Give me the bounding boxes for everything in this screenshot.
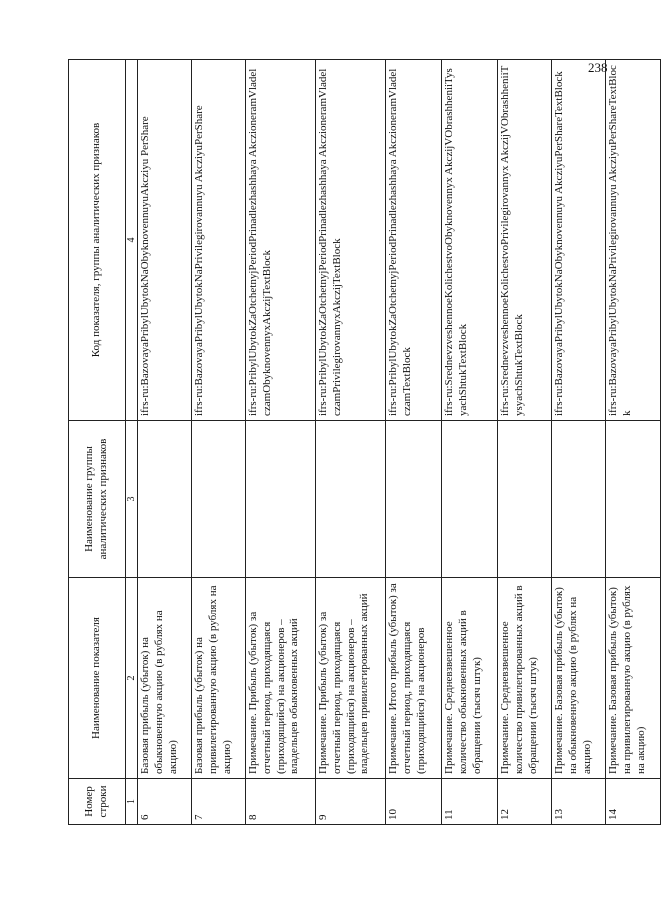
table-row bbox=[498, 60, 552, 825]
indicator-name: Примечание. Прибыль (убыток) за отчетный период, приходящаяся (приходящийся) на акционеров – владельцев обыкновенных акций bbox=[246, 578, 316, 779]
group-name bbox=[442, 421, 498, 578]
indicator-name: Примечание. Базовая прибыль (убыток) на привилегированную акцию (в рублях на акцию) bbox=[606, 578, 661, 779]
table-row bbox=[442, 60, 498, 825]
table-row bbox=[386, 60, 442, 825]
row-number: 10 bbox=[386, 779, 442, 825]
column-number: 4 bbox=[126, 60, 138, 421]
header-code: Код показателя, группы аналитических признаков bbox=[69, 60, 126, 421]
header-group-name: Наименование группы аналитических признаков bbox=[69, 421, 126, 578]
row-number: 12 bbox=[498, 779, 552, 825]
group-name bbox=[386, 421, 442, 578]
row-number: 9 bbox=[316, 779, 386, 825]
table-row bbox=[246, 60, 316, 825]
table-row bbox=[192, 60, 246, 825]
indicator-name: Примечание. Базовая прибыль (убыток) на обыкновенную акцию (в рублях на акцию) bbox=[552, 578, 606, 779]
indicator-table bbox=[68, 59, 661, 825]
indicator-code: ifrs-ru:BazovayaPribylUbytokNaObyknovennuyuAkcziyu PerShare bbox=[138, 60, 192, 421]
table-row bbox=[316, 60, 386, 825]
indicator-code: ifrs-ru:BazovayaPribylUbytokNaPrivilegirovannuyu AkcziyuPerShare bbox=[192, 60, 246, 421]
indicator-code: ifrs-ru:SrednevzveshennoeKolichestvoPrivilegirovannyx AkczijVObrashheniiTysyachShtukTextBlock bbox=[498, 60, 552, 421]
header-row-number: Номер строки bbox=[69, 779, 126, 825]
header-indicator-name: Наименование показателя bbox=[69, 578, 126, 779]
page-number: 238 bbox=[588, 60, 608, 75]
indicator-code: ifrs-ru:PribylUbytokZaOtchetnyjPeriodPrinadlezhashhaya AkczioneramVladelczamPrivilegirovannyxAkczijTextBlock bbox=[316, 60, 386, 421]
indicator-name: Примечание. Средневзвешенное количество привилегированных акций в обращении (тысяч штук) bbox=[498, 578, 552, 779]
indicator-name: Базовая прибыль (убыток) на привилегированную акцию (в рублях на акцию) bbox=[192, 578, 246, 779]
table-row bbox=[606, 60, 661, 825]
row-number: 11 bbox=[442, 779, 498, 825]
indicator-name: Базовая прибыль (убыток) на обыкновенную акцию (в рублях на акцию) bbox=[138, 578, 192, 779]
table-row bbox=[552, 60, 606, 825]
group-name bbox=[192, 421, 246, 578]
indicator-code: ifrs-ru:PribylUbytokZaOtchetnyjPeriodPrinadlezhashhaya AkczioneramVladelczamTextBlock bbox=[386, 60, 442, 421]
indicator-name: Примечание. Средневзвешенное количество обыкновенных акций в обращении (тысяч штук) bbox=[442, 578, 498, 779]
group-name bbox=[316, 421, 386, 578]
column-number: 2 bbox=[126, 578, 138, 779]
group-name bbox=[606, 421, 661, 578]
indicator-code: ifrs-ru:PribylUbytokZaOtchetnyjPeriodPrinadlezhashhaya AkczioneramVladelczamObyknovennyxAkczijTextBlock bbox=[246, 60, 316, 421]
row-number: 7 bbox=[192, 779, 246, 825]
column-number: 3 bbox=[126, 421, 138, 578]
row-number: 14 bbox=[606, 779, 661, 825]
indicator-name: Примечание. Прибыль (убыток) за отчетный период, приходящаяся (приходящийся) на акционеров – владельцев привилегированных акций bbox=[316, 578, 386, 779]
column-number-row bbox=[126, 60, 138, 825]
row-number: 8 bbox=[246, 779, 316, 825]
indicator-code: ifrs-ru:BazovayaPribylUbytokNaPrivilegirovannuyu AkcziyuPerShareTextBlock bbox=[606, 60, 661, 421]
indicator-code: ifrs-ru:BazovayaPribylUbytokNaObyknovennuyu AkcziyuPerShareTextBlock bbox=[552, 60, 606, 421]
group-name bbox=[498, 421, 552, 578]
group-name bbox=[552, 421, 606, 578]
indicator-name: Примечание. Итого прибыль (убыток) за отчетный период, приходящаяся (приходящийся) на акционеров bbox=[386, 578, 442, 779]
indicator-code: ifrs-ru:SrednevzveshennoeKolichestvoObyknovennyx AkczijVObrashheniiTysyachShtukTextBlock bbox=[442, 60, 498, 421]
table-header-row bbox=[69, 60, 126, 825]
table-row bbox=[138, 60, 192, 825]
group-name bbox=[246, 421, 316, 578]
group-name bbox=[138, 421, 192, 578]
row-number: 6 bbox=[138, 779, 192, 825]
column-number: 1 bbox=[126, 779, 138, 825]
row-number: 13 bbox=[552, 779, 606, 825]
